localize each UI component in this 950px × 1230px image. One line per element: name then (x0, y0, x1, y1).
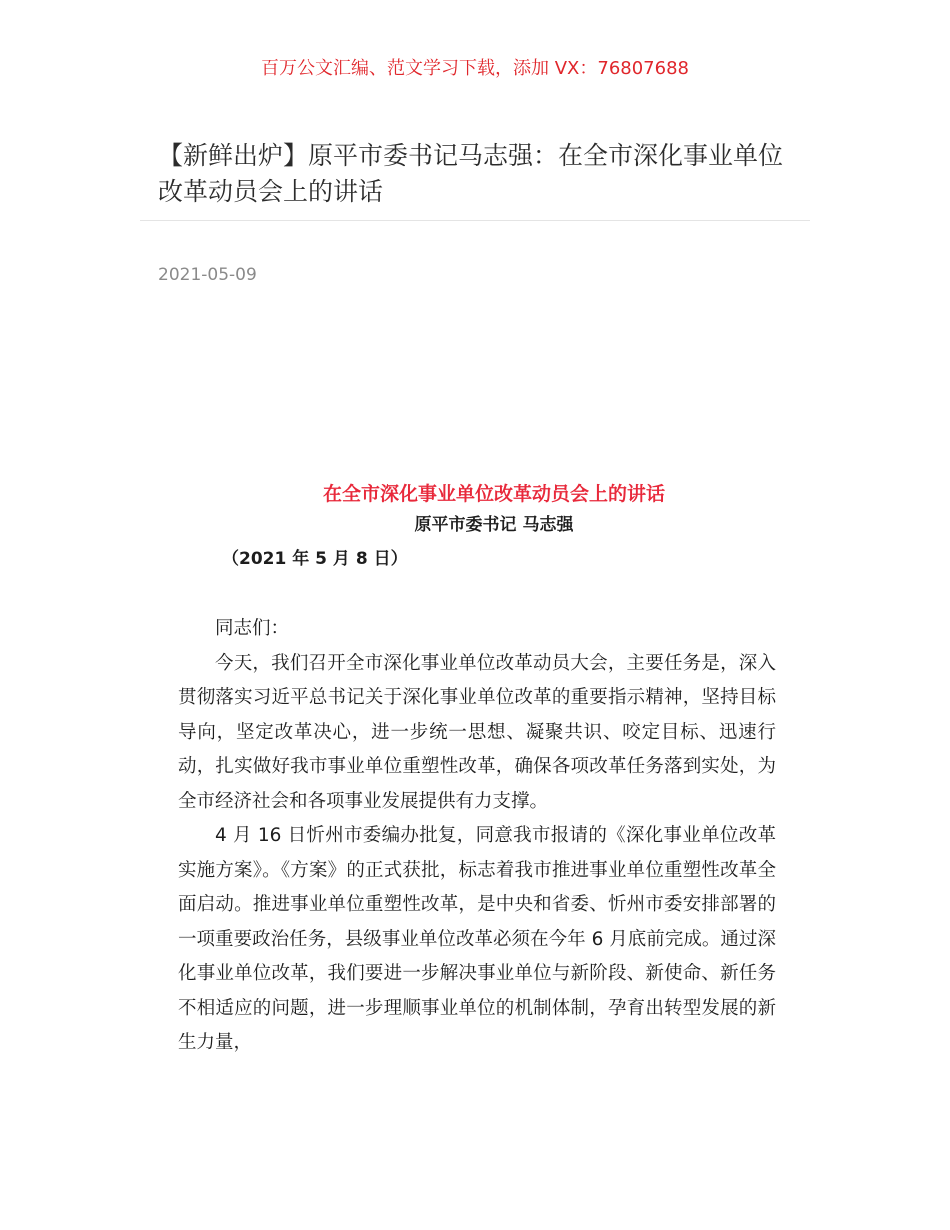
speech-heading: 在全市深化事业单位改革动员会上的讲话 (322, 483, 665, 505)
speech-paragraph: 4 月 16 日忻州市委编办批复，同意我市报请的《深化事业单位改革实施方案》。《方案》的正式获批，标志着我市推进事业单位重塑性改革全面启动。推进事业单位重塑性改革，是中央和省委、忻州市委安排部署的一项重要政治任务，县级事业单位改革必须在今年 6 月底前完成。通过深化事业单位改革，我们要进一步解决事业单位与新阶段、新使命、新任务不相适应的问题，进一步理顺事业单位的机制体制，孕育出转型发展的新生力量， (178, 825, 776, 1053)
speech-paragraph: 今天，我们召开全市深化事业单位改革动员大会，主要任务是，深入贯彻落实习近平总书记关于深化事业单位改革的重要指示精神，坚持目标导向，坚定改革决心，进一步统一思想、凝聚共识、咬定目标、迅速行动，扎实做好我市事业单位重塑性改革，确保各项改革任务落到实处，为全市经济社会和各项事业发展提供有力支撑。 (178, 652, 776, 812)
speech-salutation: 同志们： (215, 618, 290, 639)
publish-date: 2021-05-09 (158, 265, 257, 285)
speech-date: （2021 年 5 月 8 日） (222, 549, 408, 569)
title-divider (140, 220, 810, 221)
article-title: 【新鲜出炉】原平市委书记马志强：在全市深化事业单位改革动员会上的讲话 (158, 141, 784, 206)
speech-body (178, 612, 776, 1061)
speech-author: 原平市委书记 马志强 (414, 515, 574, 535)
promo-banner: 百万公文汇编、范文学习下载，添加 VX：76807688 (261, 58, 689, 79)
